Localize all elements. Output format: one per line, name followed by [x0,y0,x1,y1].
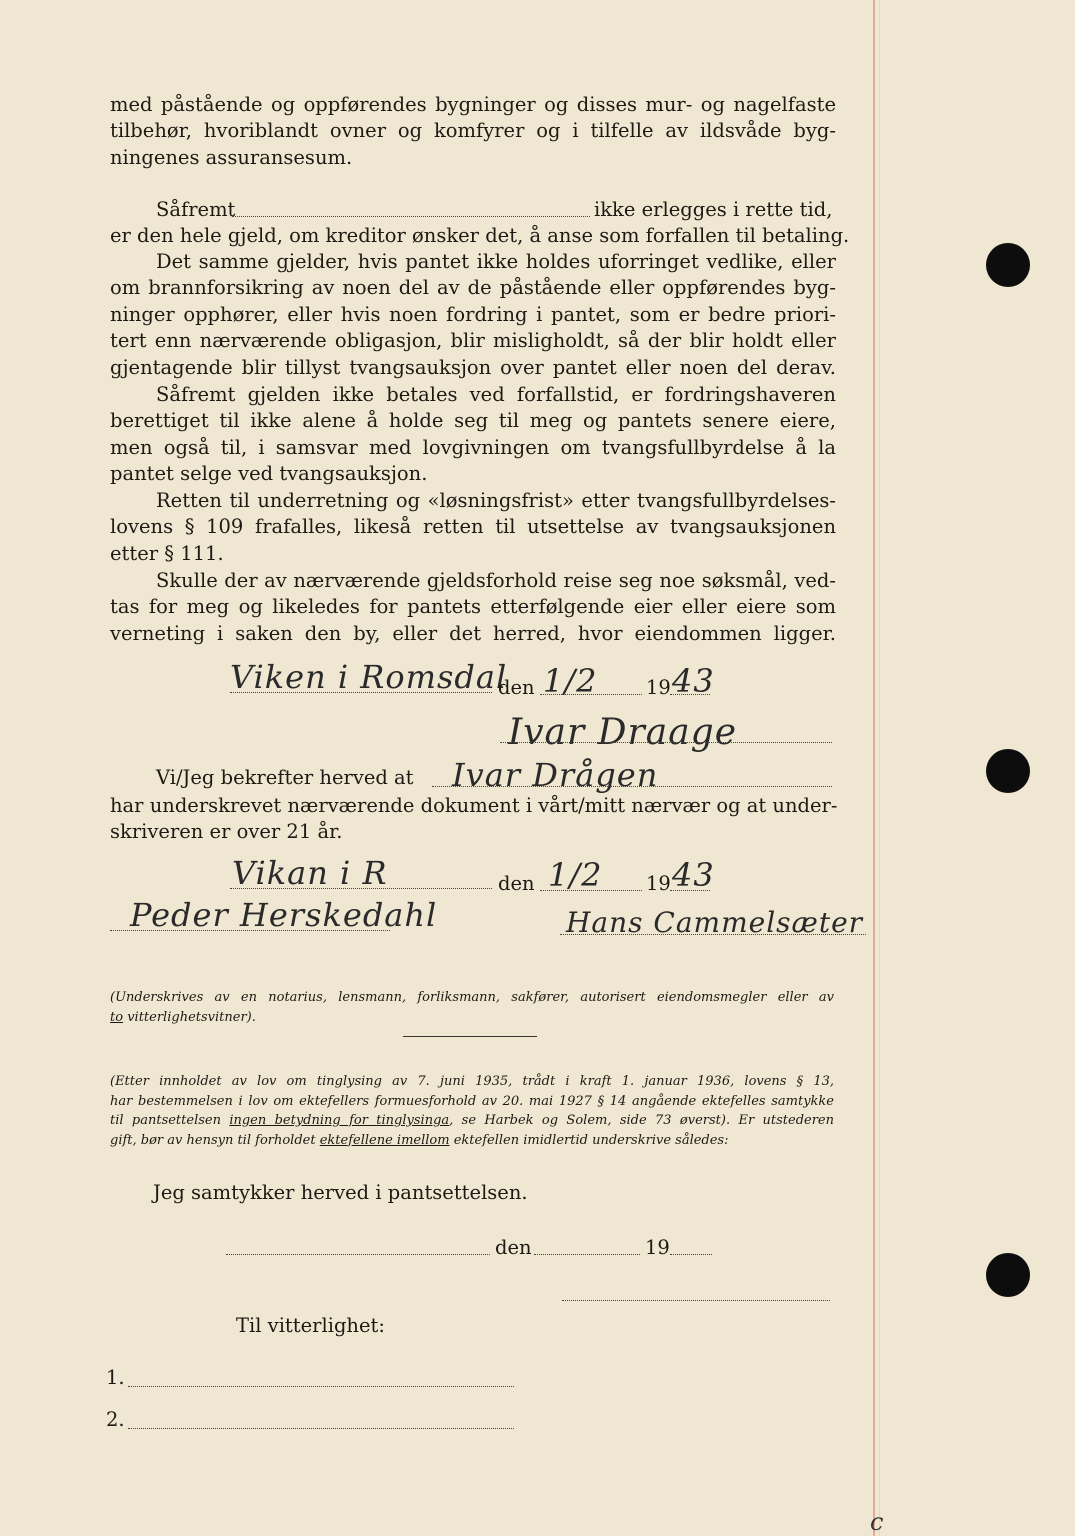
text-line: om brannforsikring av noen del av de påstående eller oppførendes byg- [110,276,836,300]
note-line [110,1131,834,1151]
text-line: ninger opphører, eller hvis noen fordring i pantet, som er bedre priori- [110,302,836,326]
safremt-label: Såfremt [156,198,236,221]
year-prefix-2: 19 [646,872,671,895]
text-line: er den hele gjeld, om kreditor ønsker det, å anse som forfallen til betaling. [110,224,850,247]
witness-line-1 [128,1370,514,1387]
witness1-field [110,914,390,931]
witness2-field [560,918,866,935]
consent-den-label: den [495,1236,532,1259]
paragraph-confirm [110,793,836,846]
corner-mark: c [870,1508,884,1536]
note-text: vitterlighetsvitner). [123,1009,256,1025]
paragraph-due [110,223,850,249]
text-line: Skulle der av nærværende gjeldsforhold reise seg noe søksmål, ved- [156,569,836,592]
consent-text: Jeg samtykker herved i pantsettelsen. [153,1181,528,1204]
text-line: lovens § 109 frafalles, likeså retten til utsettelse av tvangsauksjonen [110,515,836,539]
note-underlined: ingen betydning for tinglysinga [229,1113,450,1128]
date2-field [540,874,642,891]
separator-rule [403,1036,537,1037]
paragraph-notice [110,488,836,567]
place-handwritten: Viken i Romsdal [230,658,508,696]
text-line: verneting i saken den by, eller det herred, hvor eiendommen ligger. [110,621,836,645]
consent-year-prefix: 19 [645,1236,670,1259]
note-text: til pantsettelsen [110,1113,230,1128]
margin-rule-shadow [879,0,880,1536]
blank-field [232,198,590,217]
note-line [110,1008,834,1028]
text-line: Det samme gjelder, hvis pantet ikke holdes uforringet vedlike, eller [156,250,836,273]
text-line: tert enn nærværende obligasjon, blir misligholdt, så der blir holdt eller [110,329,836,353]
note-line: (Etter innholdet av lov om tinglysing av 7. juni 1935, trådt i kraft 1. januar 1936, lovens § 13, [110,1074,834,1089]
text-line: etter § 111. [110,541,224,565]
note-line: (Underskrives av en notarius, lensmann, forliksmann, sakfører, autorisert eiendomsmegler eller av [110,990,834,1005]
confirm-name-handwritten: Ivar Drågen [452,756,659,794]
signature-field [500,726,832,743]
confirm-label: Vi/Jeg bekrefter herved at [156,766,414,789]
paragraph-property [110,92,836,171]
note-text: ektefellen imidlertid underskrive således: [449,1132,729,1148]
witness-item-1: 1. [106,1366,125,1389]
note-text: gift, bør av hensyn til forholdet [110,1132,320,1148]
text-line: men også til, i samsvar med lovgivningen om tvangsfullbyrdelse å la [110,435,836,459]
text-line: ningenes assuransesum. [110,145,353,169]
date2-handwritten: 1/2 [548,856,603,894]
date-field [540,678,642,695]
place2-field [230,872,492,889]
text-line: skriveren er over 21 år. [110,820,343,844]
payment-clause: ikke erlegges i rette tid, [594,198,833,221]
note-underlined: to [110,1009,124,1025]
year-prefix: 19 [646,676,671,699]
den-label-2: den [498,872,535,895]
note-underlined: ektefellene imellom [319,1132,450,1148]
consent-year-field [670,1238,712,1255]
place-field [230,676,492,693]
text-line: berettiget til ikke alene å holde seg til meg og pantets senere eiere, [110,409,836,433]
text-line: gjentagende blir tillyst tvangsauksjon over pantet eller noen del derav. [110,355,836,379]
margin-rule [873,0,875,1536]
den-label: den [498,676,535,699]
year2-field [670,874,710,891]
paragraph-venue [110,568,836,647]
note-line [110,1111,834,1131]
text-line: pantet selge ved tvangsauksjon. [110,462,428,486]
text-line: tilbehør, hvoriblandt ovner og komfyrer og i tilfelle av ildsvåde byg- [110,119,836,143]
date-handwritten: 1/2 [543,662,598,700]
punch-hole-icon [986,1253,1030,1297]
note-text: , se Harbek og Solem, side 73 øverst). Er utstederen [449,1113,834,1128]
text-line: Såfremt gjelden ikke betales ved forfallstid, er fordringshaveren [156,383,836,406]
text-line: med påstående og oppførendes bygninger og disses mur- og nagelfaste [110,93,836,116]
witness-heading: Til vitterlighet: [236,1314,385,1337]
confirm-name-field [432,768,832,787]
witness1-signature: Peder Herskedahl [130,896,438,934]
text-line: Retten til underretning og «løsningsfrist» etter tvangsfullbyrdelses- [156,489,836,512]
text-line: tas for meg og likeledes for pantets etterfølgende eier eller eiere som [110,595,836,619]
consent-signature-field [562,1284,830,1301]
notary-note [110,988,834,1027]
witness-item-2: 2. [106,1408,125,1431]
year-field [670,678,710,695]
place2-handwritten: Vikan i R [232,854,388,892]
registration-note [110,1072,834,1150]
debtor-signature: Ivar Draage [508,712,738,753]
paragraph-maintenance [110,249,836,381]
paragraph-default [110,382,836,488]
note-line: har bestemmelsen i lov om ektefellers formuesforhold av 20. mai 1927 § 14 angående ektefelles samtykke [110,1093,834,1109]
text-line: har underskrevet nærværende dokument i vårt/mitt nærvær og at under- [110,794,838,817]
year2-handwritten: 43 [672,856,715,894]
punch-hole-icon [986,243,1030,287]
year-handwritten: 43 [672,662,715,700]
witness-line-2 [128,1412,514,1429]
consent-place-field [226,1238,490,1255]
consent-date-field [534,1238,640,1255]
witness2-signature: Hans Cammelsæter [566,906,864,939]
punch-hole-icon [986,749,1030,793]
